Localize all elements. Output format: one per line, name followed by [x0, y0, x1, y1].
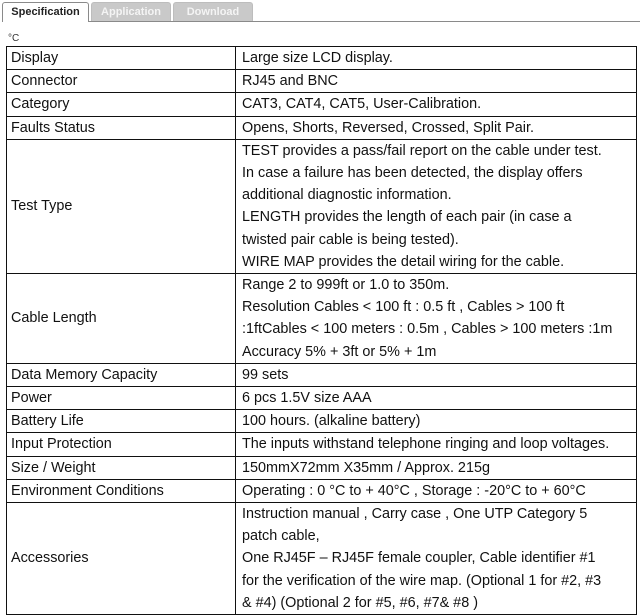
spec-value [236, 456, 637, 479]
spec-value-line: Resolution Cables < 100 ft : 0.5 ft , Cables > 100 ft [242, 299, 565, 316]
spec-label: Data Memory Capacity [7, 363, 236, 386]
spec-label: Faults Status [7, 116, 236, 139]
spec-value-line: for the verification of the wire map. (Optional 1 for #2, #3 [242, 572, 602, 589]
spec-value-line: Accuracy 5% + 3ft or 5% + 1m [242, 343, 437, 360]
spec-value-line: Operating : 0 °C to + 40°C , Storage : -20°C to + 60°C [242, 482, 586, 499]
table-row [7, 274, 637, 364]
spec-value [236, 70, 637, 93]
spec-value-line: WIRE MAP provides the detail wiring for the cable. [242, 253, 565, 270]
spec-value-line: One RJ45F – RJ45F female coupler, Cable identifier #1 [242, 550, 596, 567]
table-row [7, 70, 637, 93]
spec-value-line: :1ftCables < 100 meters : 0.5m , Cables > 100 meters :1m [242, 321, 613, 338]
spec-value [236, 139, 637, 273]
tab-specification[interactable]: Specification [2, 2, 89, 22]
unit-symbol: °C [8, 33, 20, 44]
spec-value-line: In case a failure has been detected, the display offers [242, 165, 583, 182]
spec-label: Environment Conditions [7, 479, 236, 502]
spec-value-line: additional diagnostic information. [242, 187, 452, 204]
tab-bar [0, 0, 640, 22]
spec-value-line: Range 2 to 999ft or 1.0 to 350m. [242, 277, 450, 294]
spec-label: Accessories [7, 503, 236, 615]
spec-value [236, 274, 637, 364]
table-row [7, 387, 637, 410]
spec-label: Category [7, 93, 236, 116]
tab-underline [88, 21, 640, 22]
spec-value-line: 100 hours. (alkaline battery) [242, 413, 421, 430]
spec-value [236, 479, 637, 502]
spec-label: Battery Life [7, 410, 236, 433]
table-row [7, 93, 637, 116]
spec-value [236, 433, 637, 456]
table-row [7, 456, 637, 479]
spec-value [236, 93, 637, 116]
spec-label: Power [7, 387, 236, 410]
spec-value-line: 150mmX72mm X35mm / Approx. 215g [242, 459, 490, 476]
spec-label: Display [7, 47, 236, 70]
table-row [7, 433, 637, 456]
spec-value-line: patch cable, [242, 528, 320, 545]
table-row [7, 479, 637, 502]
table-row [7, 47, 637, 70]
spec-value-line: TEST provides a pass/fail report on the cable under test. [242, 142, 602, 159]
spec-label: Size / Weight [7, 456, 236, 479]
spec-value-line: Instruction manual , Carry case , One UTP Category 5 [242, 506, 588, 523]
spec-label: Test Type [7, 139, 236, 273]
table-row [7, 363, 637, 386]
table-row [7, 503, 637, 615]
table-row [7, 410, 637, 433]
spec-value [236, 387, 637, 410]
spec-value-line: RJ45 and BNC [242, 73, 338, 90]
specification-table [6, 46, 637, 615]
spec-value-line: 6 pcs 1.5V size AAA [242, 390, 372, 407]
spec-label: Input Protection [7, 433, 236, 456]
spec-value-line: CAT3, CAT4, CAT5, User-Calibration. [242, 96, 482, 113]
spec-value-line: Opens, Shorts, Reversed, Crossed, Split Pair. [242, 119, 534, 136]
spec-value [236, 116, 637, 139]
tab-application[interactable]: Application [91, 2, 171, 22]
spec-value-line: & #4) (Optional 2 for #5, #6, #7& #8 ) [242, 594, 478, 611]
spec-value-line: LENGTH provides the length of each pair (in case a [242, 209, 572, 226]
spec-label: Cable Length [7, 274, 236, 364]
spec-value-line: twisted pair cable is being tested). [242, 231, 459, 248]
spec-value-line: 99 sets [242, 366, 289, 383]
tab-download[interactable]: Download [173, 2, 253, 22]
spec-value [236, 410, 637, 433]
spec-label: Connector [7, 70, 236, 93]
table-row [7, 139, 637, 273]
spec-value [236, 363, 637, 386]
spec-value-line: Large size LCD display. [242, 50, 393, 66]
table-row [7, 116, 637, 139]
spec-value [236, 503, 637, 615]
spec-value-line: The inputs withstand telephone ringing and loop voltages. [242, 436, 610, 453]
spec-value [236, 47, 637, 70]
